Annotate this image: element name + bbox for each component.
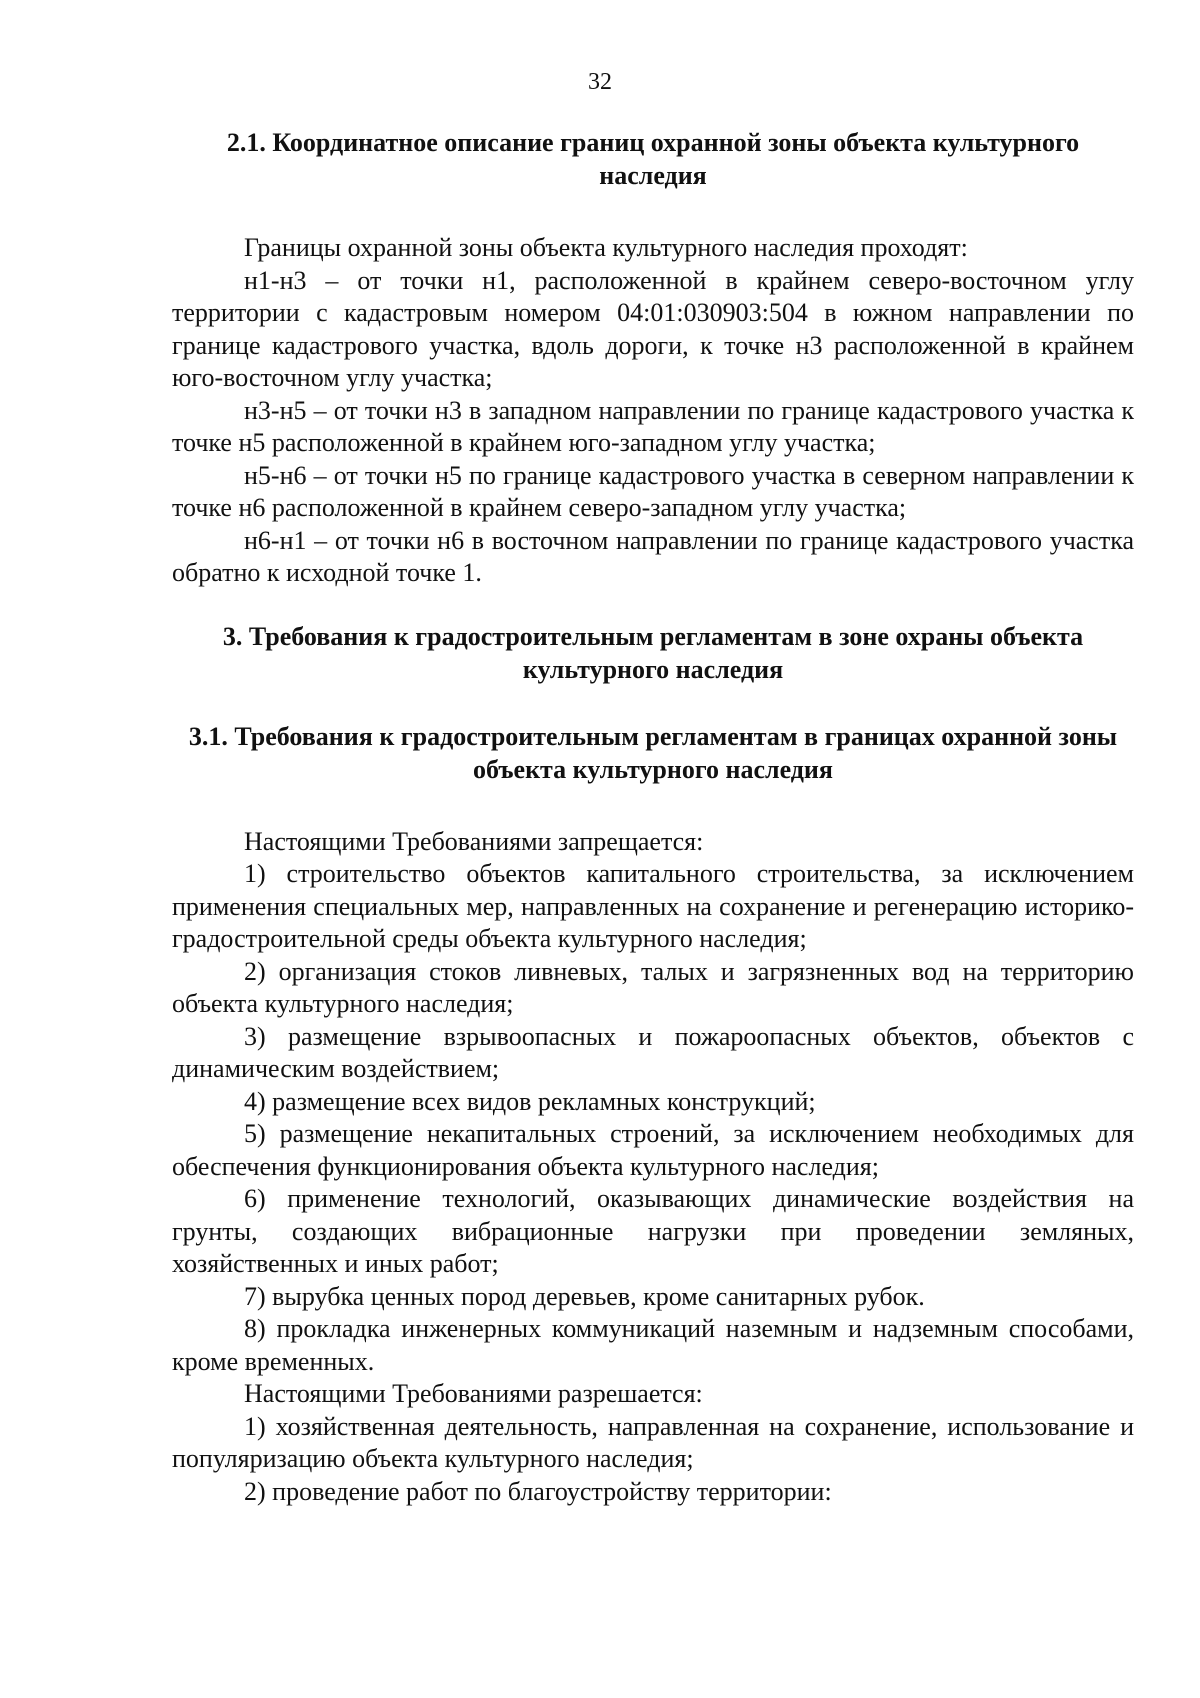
list-item: 2) проведение работ по благоустройству территории: — [244, 1476, 832, 1506]
paragraph: Настоящими Требованиями разрешается: — [244, 1379, 703, 1408]
list-item: 1) строительство объектов капитального строительства, за исключением применения специальных мер, направленных на сохранение и регенерацию историко-градостроительной среды объекта культурного наследия; — [172, 859, 1134, 953]
list-item: 8) прокладка инженерных коммуникаций наземным и надземным способами, кроме временных. — [172, 1314, 1134, 1376]
list-item: 7) вырубка ценных пород деревьев, кроме санитарных рубок. — [244, 1281, 925, 1311]
list-item: 4) размещение всех видов рекламных конструкций; — [244, 1086, 816, 1116]
paragraph: н3-н5 – от точки н3 в западном направлении по границе кадастрового участка к точке н5 расположенной в крайнем юго-западном углу участка; — [172, 395, 1134, 457]
paragraph: н6-н1 – от точки н6 в восточном направлении по границе кадастрового участка обратно к исходной точке 1. — [172, 525, 1134, 587]
paragraph: Настоящими Требованиями запрещается: — [244, 826, 704, 856]
page-number: 32 — [588, 69, 612, 95]
list-item: 5) размещение некапитальных строений, за исключением необходимых для обеспечения функционирования объекта культурного наследия; — [172, 1119, 1134, 1181]
list-item: 2) организация стоков ливневых, талых и загрязненных вод на территорию объекта культурного наследия; — [172, 956, 1134, 1018]
document-body — [172, 126, 1134, 1508]
paragraph: Границы охранной зоны объекта культурного наследия проходят: — [244, 233, 968, 262]
paragraph: н5-н6 – от точки н5 по границе кадастрового участка в северном направлении к точке н6 расположенной в крайнем северо-западном углу участка; — [172, 460, 1134, 522]
section-2-1-heading: 2.1. Координатное описание границ охранной зоны объекта культурного наследия — [226, 128, 1080, 190]
paragraph: н1-н3 – от точки н1, расположенной в крайнем северо-восточном углу территории с кадастровым номером 04:01:030903:504 в южном направлении по границе кадастрового участка, вдоль дороги, к точке н3 расположенной в крайнем юго-восточном углу участка; — [172, 265, 1134, 392]
list-item: 3) размещение взрывоопасных и пожароопасных объектов, объектов с динамическим воздействием; — [172, 1021, 1134, 1083]
list-item: 1) хозяйственная деятельность, направленная на сохранение, использование и популяризацию объекта культурного наследия; — [172, 1411, 1134, 1473]
list-item: 6) применение технологий, оказывающих динамические воздействия на грунты, создающих вибрационные нагрузки при проведении земляных, хозяйственных и иных работ; — [172, 1184, 1134, 1278]
section-3-heading: 3. Требования к градостроительным регламентам в зоне охраны объекта культурного наследия — [222, 621, 1084, 684]
section-3-1-heading: 3.1. Требования к градостроительным регламентам в границах охранной зоны объекта культурного наследия — [188, 721, 1118, 784]
